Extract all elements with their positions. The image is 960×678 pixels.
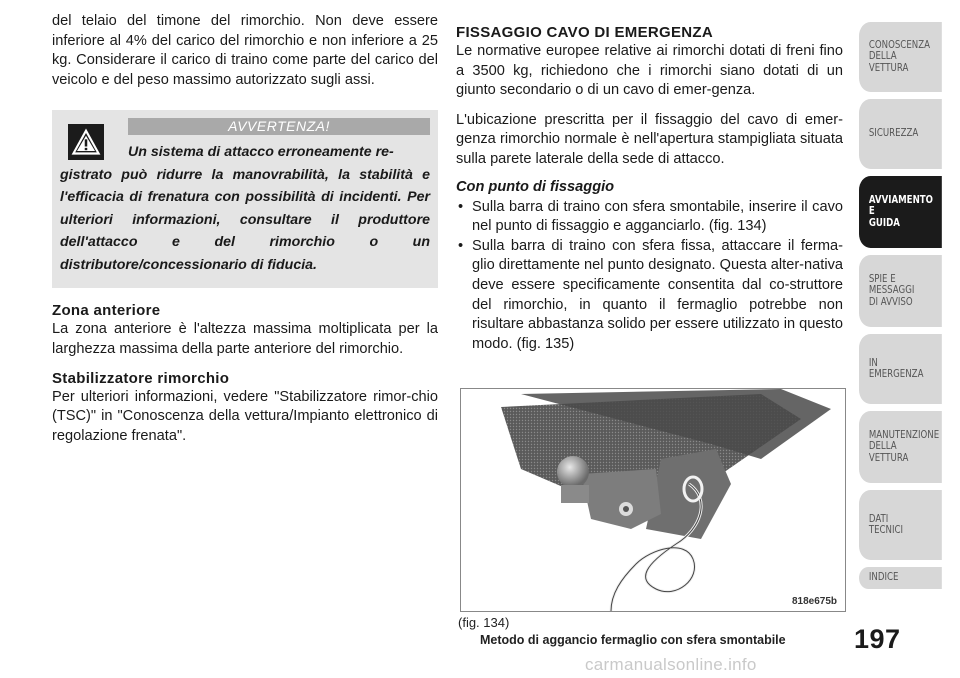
sidebar-item-emergenza[interactable] [859, 334, 942, 404]
section-title: FISSAGGIO CAVO DI EMERGENZA [456, 24, 714, 41]
chapter-sidebar [859, 22, 960, 632]
warning-text-line1: Un sistema di attacco erroneamente re- [128, 144, 394, 161]
warning-text [60, 141, 430, 276]
zona-anteriore-heading: Zona anteriore [52, 302, 161, 320]
bullet-list [456, 198, 843, 355]
warning-text-rest: gistrato può ridurre la manovrabilità, la stabilità e l'efficacia di frenatura con possibilità di incidenti. Per ulteriori informazioni, consultare il produttore dell'attacco e del rimorchio o un distributore/concessionario di fiducia. [60, 166, 430, 273]
sidebar-item-label: INDICE [868, 571, 899, 584]
tow-hitch-illustration [461, 389, 845, 611]
list-item: • Sulla barra di traino con sfera smontabile, inserire il cavo nel punto di fissaggio e agganciarlo. (fig. 134) [456, 198, 843, 237]
figure-reference: (fig. 134) [458, 615, 510, 630]
sidebar-item-label: CONOSCENZA DELLA VETTURA [868, 38, 930, 74]
sidebar-item-label: IN EMERGENZA [868, 356, 924, 380]
sidebar-item-indice[interactable] [859, 567, 942, 589]
watermark: carmanualsonline.info [585, 655, 757, 674]
sidebar-item-label: MANUTENZIONE DELLA VETTURA [868, 428, 940, 464]
paragraph-2: L'ubicazione prescritta per il fissaggio del cavo di emer-genza rimorchio normale è nell'apertura stampigliata situata sulla parete laterale della sede di attacco. [456, 111, 843, 167]
figure-caption: Metodo di aggancio fermaglio con sfera smontabile [480, 633, 786, 647]
stabilizzatore-text: Per ulteriori informazioni, vedere "Stabilizzatore rimor-chio (TSC)" in "Conoscenza della vettura/Impianto elettronico di regolazione frenata". [52, 388, 438, 444]
stabilizzatore-heading: Stabilizzatore rimorchio [52, 369, 230, 387]
sidebar-item-label: AVVIAMENTO E GUIDA [868, 193, 933, 229]
paragraph-1: Le normative europee relative ai rimorchi dotati di freni fino a 3500 kg, richiedono che i rimorchi siano dotati di un giunto secondario o di un cavo di emer-genza. [456, 43, 843, 99]
subsection-title: Con punto di fissaggio [456, 178, 615, 195]
figure-code: 818e675b [791, 596, 837, 607]
sidebar-item-label: DATI TECNICI [868, 512, 904, 536]
sidebar-item-sicurezza[interactable] [859, 99, 942, 169]
figure-134 [460, 388, 846, 612]
sidebar-item-spie[interactable] [859, 255, 942, 327]
sidebar-item-avviamento[interactable] [859, 176, 942, 248]
sidebar-item-manutenzione[interactable] [859, 411, 942, 483]
sidebar-item-conoscenza[interactable] [859, 22, 942, 92]
list-item: • Sulla barra di traino con sfera fissa, attaccare il ferma-glio direttamente nel punto designato. Questa alter-nativa deve essere specificamente consentita dal co-struttore del rimorchio, in quanto il fermaglio potrebbe non risultare abbastanza solido per essere utilizzato in questo modo. (fig. 135) [456, 237, 843, 355]
sidebar-item-dati-tecnici[interactable] [859, 490, 942, 560]
intro-paragraph: del telaio del timone del rimorchio. Non deve essere inferiore al 4% del carico del rimorchio e non inferiore a 25 kg. Considerare il carico di traino come parte del carico del veicolo e del peso massimo autorizzato sugli assi. [52, 13, 438, 88]
sidebar-item-label: SICUREZZA [868, 127, 919, 140]
sidebar-item-label: SPIE E MESSAGGI DI AVVISO [868, 272, 915, 308]
page-number: 197 [854, 624, 901, 654]
right-column [456, 24, 843, 354]
zona-anteriore-text: La zona anteriore è l'altezza massima moltiplicata per la larghezza massima della parte anteriore del rimorchio. [52, 321, 438, 357]
left-column [52, 12, 438, 446]
warning-icon [68, 124, 104, 160]
warning-title: AVVERTENZA! [128, 118, 430, 135]
warning-box [52, 110, 438, 288]
